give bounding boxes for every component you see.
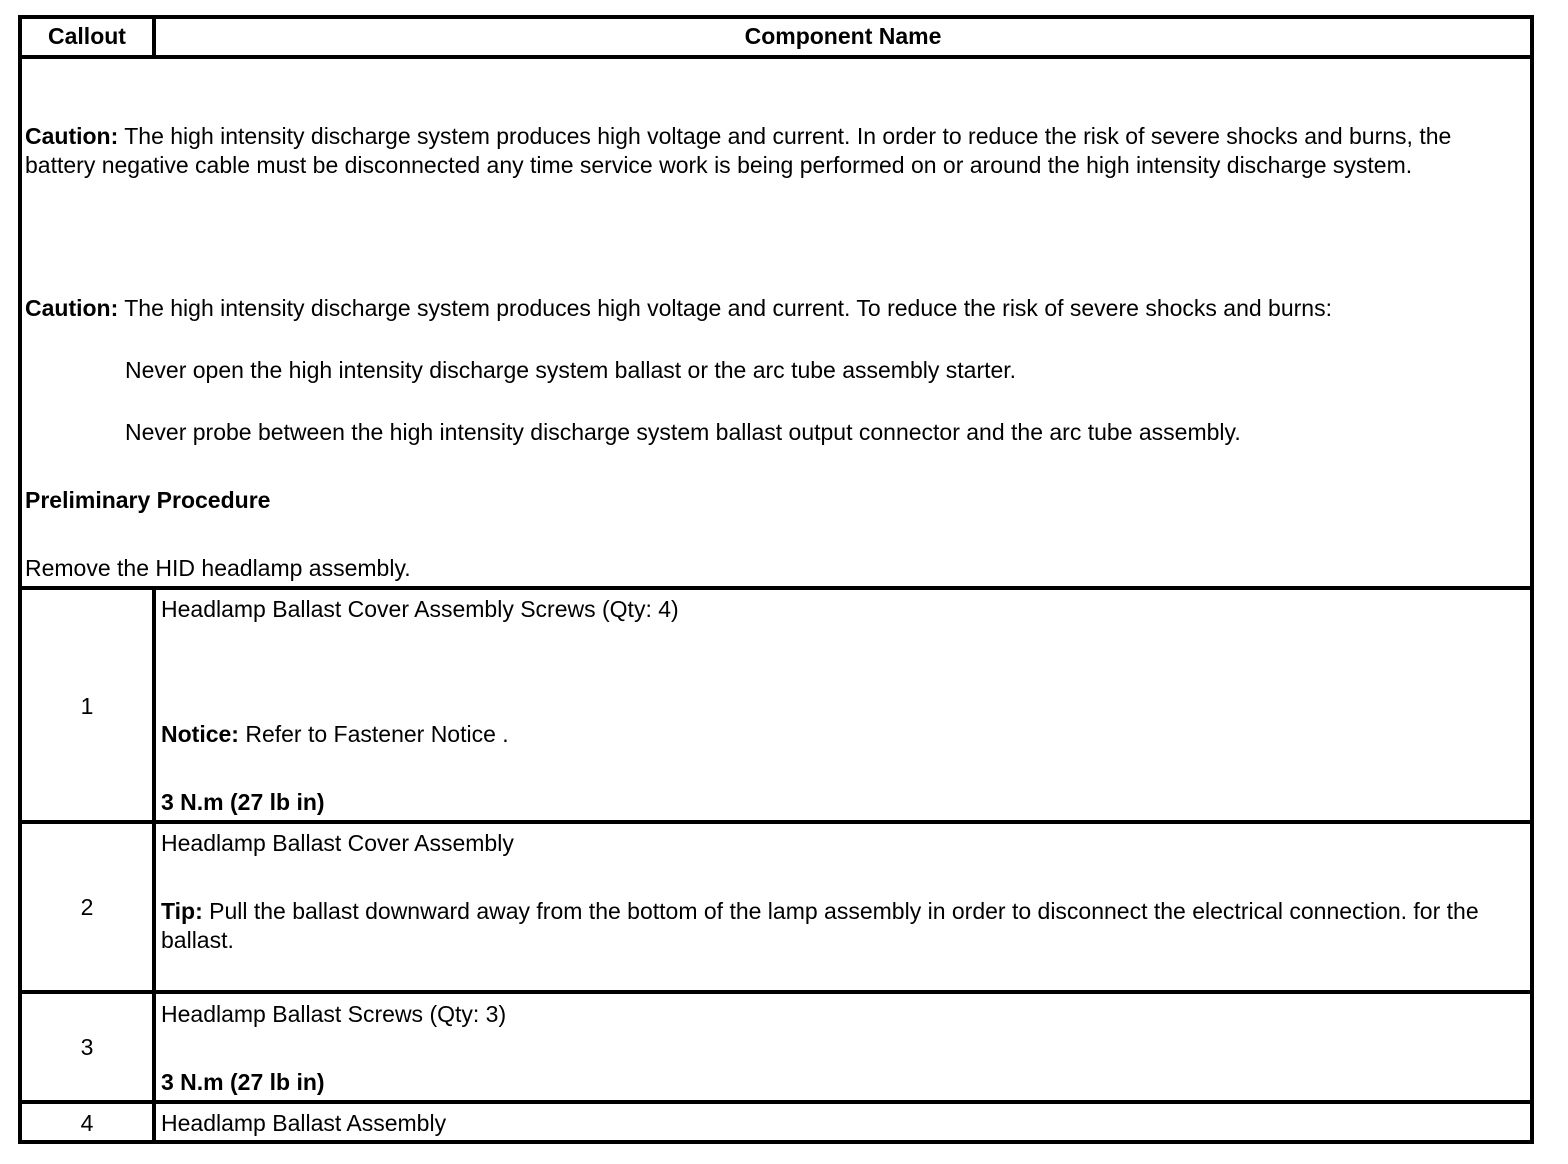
- row-divider-2: [18, 990, 1534, 994]
- table-border-bottom: [18, 1140, 1534, 1144]
- header-divider: [18, 55, 1534, 59]
- caution-label: Caution:: [25, 295, 119, 321]
- fastener-notice: [161, 720, 509, 749]
- callout-number: 3: [80, 1034, 94, 1060]
- tip-label: Tip:: [161, 898, 203, 924]
- column-divider-body: [152, 586, 156, 1144]
- caution-text: The high intensity discharge system produces high voltage and current. In order to reduce the risk of severe shocks and burns, the battery negative cable must be disconnected any time service work is being performed on or around the high intensity discharge system.: [25, 123, 1452, 178]
- caution-hid-shock: [25, 294, 1332, 323]
- caution-hid-disconnect: [25, 122, 1515, 180]
- notice-text: Refer to Fastener Notice .: [238, 721, 509, 747]
- component-name: Headlamp Ballast Screws (Qty: 3): [161, 1001, 507, 1027]
- callout-number: 2: [80, 894, 94, 920]
- table-border-right: [1530, 15, 1534, 1144]
- caution-text: The high intensity discharge system produces high voltage and current. To reduce the risk of severe shocks and burns:: [118, 295, 1332, 321]
- preliminary-procedure-heading: Preliminary Procedure: [25, 487, 271, 513]
- torque-spec: 3 N.m (27 lb in): [161, 789, 325, 815]
- table-border-top: [18, 15, 1534, 19]
- table-border-left: [18, 15, 22, 1144]
- row-divider-3: [18, 1100, 1534, 1104]
- component-name: Headlamp Ballast Cover Assembly Screws (Qty: 4): [161, 596, 679, 622]
- caution-label: Caution:: [25, 123, 119, 149]
- preliminary-step: Remove the HID headlamp assembly.: [25, 555, 411, 581]
- tip-text: Pull the ballast downward away from the bottom of the lamp assembly in order to disconnect the electrical connection. for the ballast.: [161, 898, 1479, 953]
- component-name: Headlamp Ballast Cover Assembly: [161, 830, 514, 856]
- component-name: Headlamp Ballast Assembly: [161, 1110, 447, 1136]
- callout-number: 1: [80, 693, 94, 719]
- tip-note: [161, 897, 1523, 955]
- header-callout: Callout: [48, 23, 126, 49]
- caution-item-1: Never open the high intensity discharge system ballast or the arc tube assembly starter.: [125, 357, 1017, 383]
- row-divider-1: [18, 820, 1534, 824]
- header-component-name: Component Name: [744, 23, 942, 49]
- intro-divider: [18, 586, 1534, 590]
- notice-label: Notice:: [161, 721, 239, 747]
- caution-item-2: Never probe between the high intensity discharge system ballast output connector and the arc tube assembly.: [125, 419, 1241, 445]
- torque-spec: 3 N.m (27 lb in): [161, 1069, 325, 1095]
- callout-number: 4: [80, 1110, 94, 1136]
